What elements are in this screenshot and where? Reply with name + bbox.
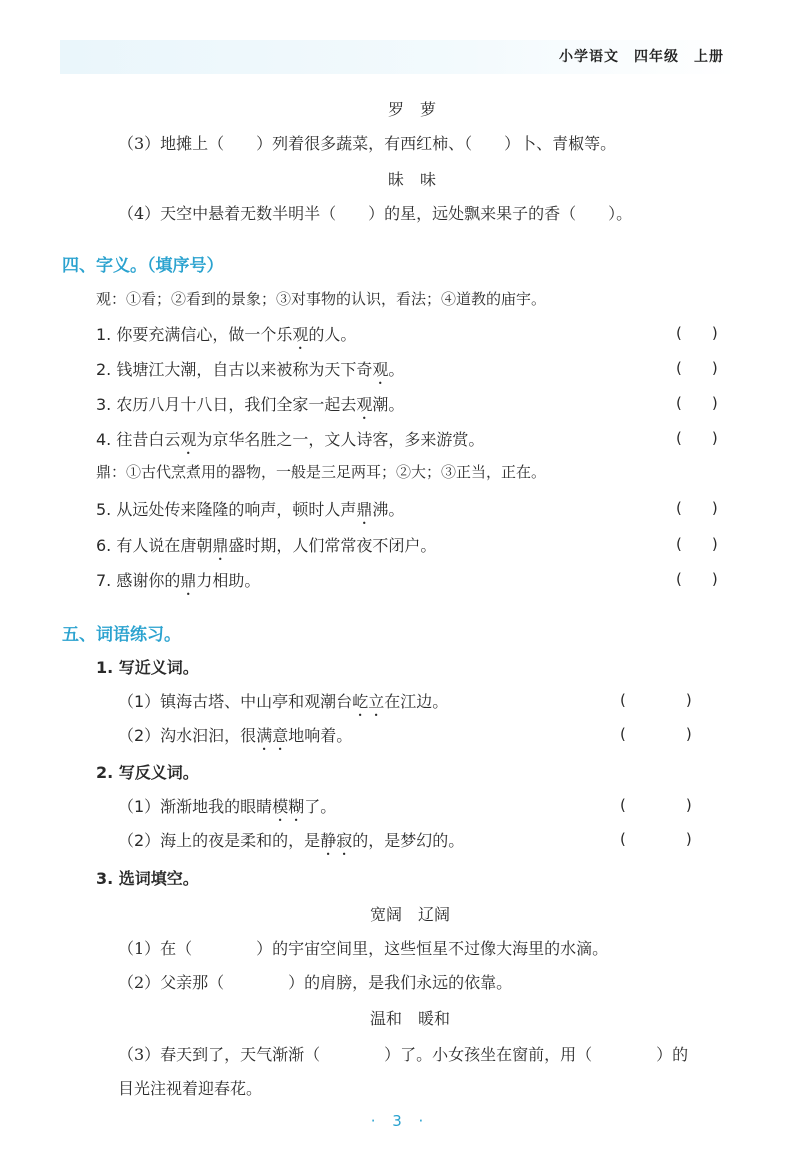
book-title: 小学语文 四年级 上册 <box>559 49 724 65</box>
word-options-a: 宽阔 辽阔 <box>370 905 451 924</box>
question-3: 3. 农历八月十八日，我们全家一起去观潮。 <box>96 395 405 414</box>
answer-blank-2[interactable]: ( ) <box>676 359 718 377</box>
antonym-blank-1[interactable]: ( ) <box>620 796 692 814</box>
fill-words-item-1: （1）在（ ）的宇宙空间里，这些恒星不过像大海里的水滴。 <box>118 939 609 958</box>
answer-blank-4[interactable]: ( ) <box>676 429 718 447</box>
fill-item-3: （3）地摊上（ ）列着很多蔬菜，有西红柿、（ ）卜、青椒等。 <box>118 134 617 153</box>
fill-words-item-2: （2）父亲那（ ）的肩膀，是我们永远的依靠。 <box>118 973 513 992</box>
question-4: 4. 往昔白云观为京华名胜之一，文人诗客，多来游赏。 <box>96 430 485 449</box>
answer-blank-5[interactable]: ( ) <box>676 499 718 517</box>
subsection-synonyms: 1. 写近义词。 <box>96 658 199 677</box>
definition-ding: 鼎：①古代烹煮用的器物，一般是三足两耳；②大；③正当，正在。 <box>96 463 547 481</box>
page-number: · 3 · <box>370 1112 430 1130</box>
word-options-b: 温和 暖和 <box>370 1009 451 1028</box>
question-2: 2. 钱塘江大潮，自古以来被称为天下奇观。 <box>96 360 405 379</box>
answer-blank-3[interactable]: ( ) <box>676 394 718 412</box>
synonym-blank-1[interactable]: ( ) <box>620 691 692 709</box>
antonym-blank-2[interactable]: ( ) <box>620 830 692 848</box>
synonym-item-1: （1）镇海古塔、中山亭和观潮台屹立在江边。 <box>118 692 449 711</box>
word-options-1: 罗 萝 <box>388 100 437 119</box>
antonym-item-2: （2）海上的夜是柔和的，是静寂的，是梦幻的。 <box>118 831 465 850</box>
synonym-item-2: （2）沟水汩汩，很满意地响着。 <box>118 726 353 745</box>
subsection-fill-words: 3. 选词填空。 <box>96 869 199 888</box>
word-options-2: 昧 味 <box>388 170 437 189</box>
definition-guan: 观：①看；②看到的景象；③对事物的认识，看法；④道教的庙宇。 <box>96 290 547 308</box>
question-6: 6. 有人说在唐朝鼎盛时期，人们常常夜不闭户。 <box>96 536 437 555</box>
question-5: 5. 从远处传来隆隆的响声，顿时人声鼎沸。 <box>96 500 405 519</box>
fill-words-item-3b: 目光注视着迎春花。 <box>118 1079 263 1098</box>
fill-item-4: （4）天空中悬着无数半明半（ ）的星，远处飘来果子的香（ ）。 <box>118 204 633 223</box>
antonym-item-1: （1）渐渐地我的眼睛模糊了。 <box>118 797 337 816</box>
subsection-antonyms: 2. 写反义词。 <box>96 763 199 782</box>
question-7: 7. 感谢你的鼎力相助。 <box>96 571 261 590</box>
question-1: 1. 你要充满信心，做一个乐观的人。 <box>96 325 357 344</box>
section-4-title: 四、字义。（填序号） <box>62 256 224 276</box>
section-5-title: 五、词语练习。 <box>62 625 181 645</box>
answer-blank-6[interactable]: ( ) <box>676 535 718 553</box>
synonym-blank-2[interactable]: ( ) <box>620 725 692 743</box>
answer-blank-7[interactable]: ( ) <box>676 570 718 588</box>
answer-blank-1[interactable]: ( ) <box>676 324 718 342</box>
fill-words-item-3a: （3）春天到了，天气渐渐（ ）了。小女孩坐在窗前，用（ ）的 <box>118 1045 689 1064</box>
